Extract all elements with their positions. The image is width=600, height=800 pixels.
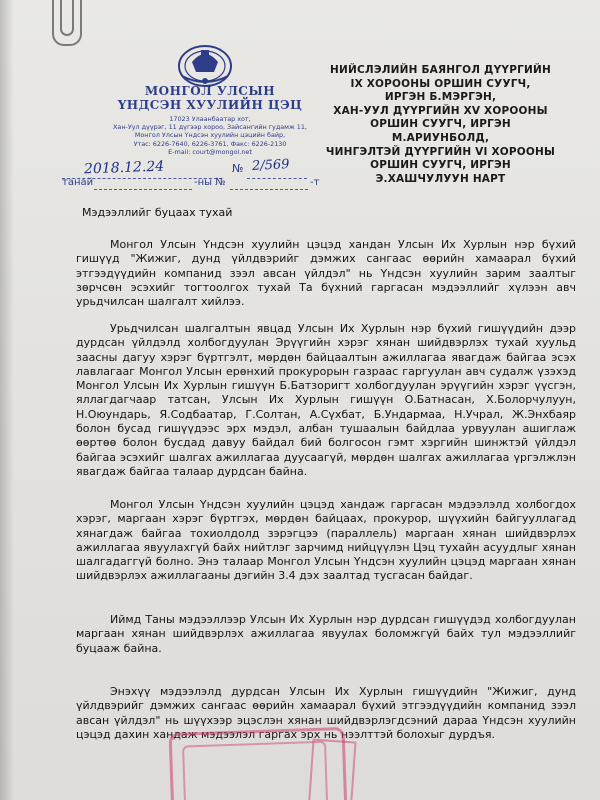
tanai-label: танай — [62, 177, 94, 188]
paperclip-icon — [52, 0, 82, 46]
page-edge-shadow — [0, 0, 14, 800]
recipient-line: ХАН-УУЛ ДҮҮРГИЙН XV ХОРООНЫ — [333, 104, 548, 117]
body-paragraph — [76, 498, 576, 584]
address-line: E-mail: court@mongol.net — [168, 147, 252, 156]
recipient-line: НИЙСЛЭЛИЙН БАЯНГОЛ ДҮҮРГИЙН — [330, 64, 551, 76]
recipient-line: ИРГЭН Б.МЭРГЭН, — [384, 91, 497, 104]
letter-subject: Мэдээллийг буцаах тухай — [82, 206, 233, 219]
handwritten-number: 2/569 — [251, 157, 290, 174]
body-paragraph — [76, 238, 576, 309]
address-line: Утас: 6226-7640, 6226-3761, Факс: 6226-2130 — [133, 139, 287, 148]
no-rule — [230, 189, 308, 190]
stamp-inner-border — [182, 741, 328, 800]
stamp-fragment — [307, 739, 356, 800]
recipient-line: IX ХОРООНЫ ОРШИН СУУГЧ, — [350, 77, 531, 90]
outgoing-reference — [62, 157, 312, 184]
number-sign: № — [232, 162, 244, 175]
paragraph-text: Энэхүү мэдээлэлд дурдсан Улсын Их Хурлын гишүүдийн "Жижиг, дунд үйлдвэрийг дэмжих сангаас өөрийн хамаарал бүхий этгээдүүдийн компанид зээл авсан үйлдэл" нь шүүхээр эцэслэн хянан шийдвэрлэгдсэний дараа Үндсэн хуулийн цэцэд дахин хандаж мэдээлэл гаргах эрх нь нээлттэй болохыг дурдъя. — [76, 685, 576, 741]
paragraph-text: Урьдчилсан шалгалтын явцад Улсын Их Хурлын нэр бүхий гишүүдийн дээр дурдсан үйлдэлд холбогдуулан Эрүүгийн хэрэг хянан шийдвэрлэх тухай хуульд заасны дагуу хэрэг бүртгэлт, мөрдөн байцаалтын ажиллагаа явагдаж байгаа эсэх лавлагааг Монгол Улсын ерөнхий прокурорын газраас гаргуулан авч судалж үзэхэд Монгол Улсын Их Хурлын гишүүн Б.Батзоригт холбогдуулан эрүүгийн хэрэг үүсгэн, яллагдагчаар татсан, Улсын Их Хурлын гишүүн О.Батнасан, Х.Болорчулуун, Н.Оюундарь, Я.Содбаатар, Г.Солтан, А.Сүхбат, Б.Ундармаа, Н.Учрал, Ж.Энхбаяр болон бусад гишүүдээс эрх мэдэл, албан тушаалын байдлаа урвуулан ашиглаж өөртөө болон бусдад давуу байдал бий болгосон гэмт хэргийн шинжтэй үйлдэл байгаа эсэхийг шалгах ажиллагаа дуусаагүй, мөрдөн шалгах ажиллагаа үргэлжлэн явагдаж байгаа талаар дурдсан байна. — [76, 322, 576, 478]
court-letterhead — [95, 84, 325, 156]
paragraph-text: Монгол Улсын Үндсэн хуулийн цэцэд хандан Улсын Их Хурлын нэр бүхий гишүүд "Жижиг, дунд үйлдвэрийг дэмжих сангаас өөрийн хамаарал бүхий этгээдүүдийн компанид зээл авсан үйлдэл" нь Үндсэн хуулийн зарим заалтыг зөрчсөн эсэхийг тогтоолгох тухай Та бүхний гаргасан мэдээллийг хүлээн авч урьдчилсан шалгалт хийлээ. — [76, 238, 576, 309]
recipient-line: ЧИНГЭЛТЭЙ ДҮҮРГИЙН VI ХОРООНЫ — [325, 145, 556, 158]
address-line: 17023 Улаанбаатар хот, — [169, 115, 251, 123]
paragraph-text: Иймд Таны мэдээллээр Улсын Их Хурлын нэр дурдсан гишүүдэд холбогдуулан маргаан хянан шийдвэрлэх ажиллагаа явуулах боломжгүй байх тул мэдээллийг буцааж байна. — [76, 613, 576, 655]
state-emblem-icon — [170, 36, 240, 88]
recipient-line: Э.ХАШЧУЛУУН НАРТ — [375, 172, 506, 185]
recipient-line: М.АРИУНБОЛД, — [391, 131, 490, 144]
recipient-block — [318, 64, 563, 186]
paragraph-text: Монгол Улсын Үндсэн хуулийн цэцэд хандаж гаргасан мэдээлэлд холбогдох хэрэг, маргаан хэрэг бүртгэх, мөрдөн байцаах, прокурор, шүүхийн байгууллагад хянагдаж байгаа тохиолдолд зэрэгцээ (параллель) маргаан хянан шийдвэрлэх ажиллагаа явуулахгүй байх нийтлэг зарчимд нийцүүлэн Цэц тухайн асуудлыг хянан шалгадаггүй болно. Энэ талаар Монгол Улсын Үндсэн хуулийн цэцэд маргаан хянан шийдвэрлэх ажиллагааны дэгийн 3.4 дэх заалтад тусгасан байдаг. — [76, 498, 576, 583]
handwritten-date: 2018.12.24 — [83, 158, 165, 178]
no-label: -ны № — [194, 177, 226, 188]
suffix-label: -т — [310, 177, 320, 188]
body-paragraph — [76, 613, 576, 656]
court-address — [95, 115, 325, 156]
address-line: Хан-Уул дүүрэг, 11 дүгээр хороо, Зайсангийн гудамж 11, — [113, 123, 307, 132]
recipient-line: ОРШИН СУУГЧ, ИРГЭН — [370, 118, 511, 131]
tanai-rule — [94, 189, 192, 190]
address-line: Монгол Улсын Үндсэн хуулийн цэцийн байр, — [134, 131, 286, 140]
court-name-line1: МОНГОЛ УЛСЫН — [144, 84, 276, 98]
recipient-line: ОРШИН СУУГЧ, ИРГЭН — [370, 159, 511, 172]
number-rule — [247, 178, 307, 179]
court-name-line2: ҮНДСЭН ХУУЛИЙН ЦЭЦ — [117, 98, 303, 112]
body-paragraph — [76, 322, 576, 479]
